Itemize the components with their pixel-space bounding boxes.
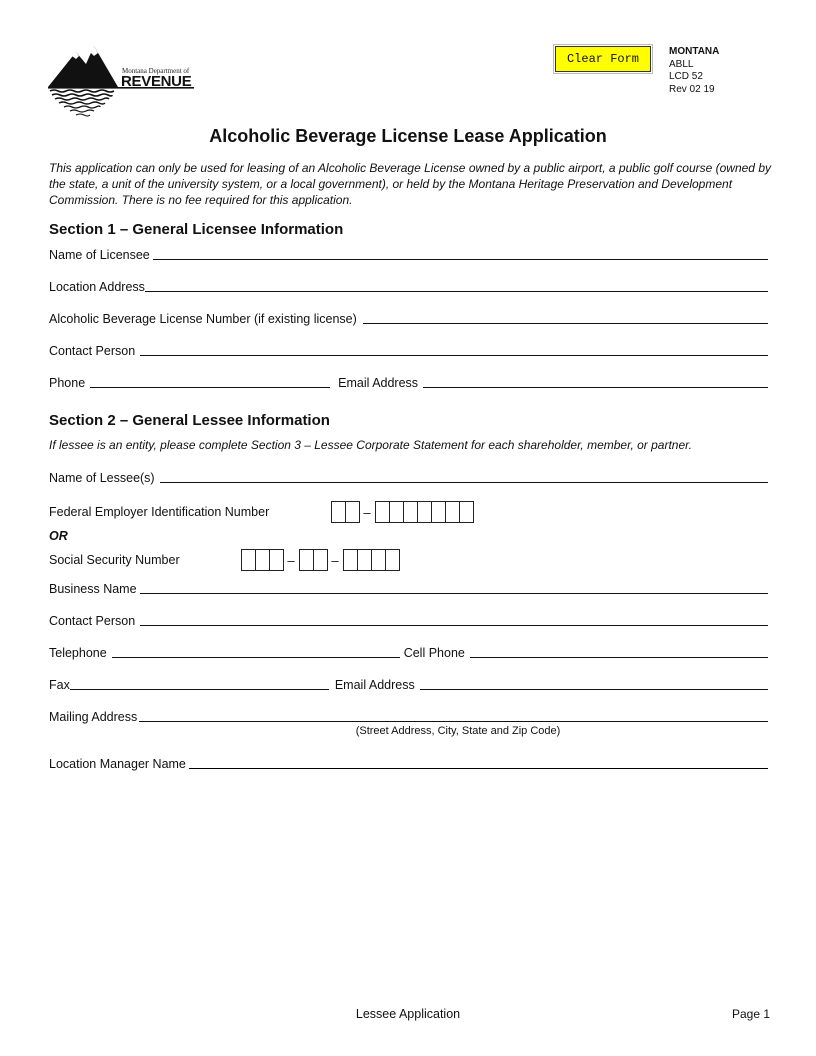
fein-label: Federal Employer Identification Number [49,505,270,519]
page-title: Alcoholic Beverage License Lease Application [209,126,607,146]
licensee-contact-label: Contact Person [49,344,136,358]
license-number-label: Alcoholic Beverage License Number (if existing license) [49,312,357,326]
licensee-phone-email-row [49,374,768,390]
fein-digit-box[interactable] [375,501,390,523]
fein-boxes [331,501,473,523]
ssn-group-group [299,549,327,571]
form-state: MONTANA [669,46,720,57]
fein-digit-box[interactable] [445,501,460,523]
fein-digit-box[interactable] [345,501,360,523]
fein-dash: – [363,504,371,520]
telephone-field[interactable] [112,657,400,658]
licensee-name-row [49,246,768,262]
clear-form-button[interactable]: Clear Form [555,46,651,72]
ssn-serial-group [343,549,399,571]
section2-heading: Section 2 – General Lessee Information [49,412,330,429]
ssn-digit-box[interactable] [357,549,372,571]
page-number: Page 1 [732,1007,771,1021]
ssn-digit-box[interactable] [255,549,270,571]
fein-digit-box[interactable] [459,501,474,523]
or-label: OR [49,529,68,543]
location-address-row [49,278,768,294]
fein-digit-box[interactable] [417,501,432,523]
lessee-contact-label: Contact Person [49,614,136,628]
fax-label: Fax [49,678,70,692]
form-code: ABLL [669,58,694,70]
lessee-name-label: Name of Lessee(s) [49,471,155,485]
form-number: LCD 52 [669,71,703,82]
section1-heading: Section 1 – General Licensee Information [49,221,344,238]
logo-department-text: Montana Department of [122,67,190,75]
location-manager-row [49,755,768,771]
fein-digit-box[interactable] [431,501,446,523]
intro-paragraph: This application can only be used for leasing of an Alcoholic Beverage License owned by a public airport, a public golf course (owned by the state, a unit of the university system, or a local government), or held by the Montana Heritage Preservation and Development Commission. There is no fee required for this application. [49,161,771,207]
ssn-digit-box[interactable] [385,549,400,571]
business-name-label: Business Name [49,582,137,596]
licensee-name-field[interactable] [153,259,768,260]
ssn-dash: – [331,552,339,568]
lessee-name-row [49,469,768,485]
section2-note: If lessee is an entity, please complete Section 3 – Lessee Corporate Statement for each shareholder, member, or partner. [49,438,693,452]
ssn-digit-box[interactable] [269,549,284,571]
fein-digit-box[interactable] [403,501,418,523]
business-name-row [49,580,768,596]
ssn-boxes [241,549,399,571]
lessee-name-field[interactable] [160,482,768,483]
ssn-digit-box[interactable] [371,549,386,571]
license-number-row [49,310,768,326]
fein-digit-box[interactable] [331,501,346,523]
licensee-email-label: Email Address [338,376,419,390]
lessee-contact-row [49,612,768,628]
licensee-name-label: Name of Licensee [49,248,150,262]
licensee-contact-field[interactable] [140,355,768,356]
form-identifier [669,46,719,96]
logo-revenue-text: REVENUE [121,73,192,90]
ssn-digit-box[interactable] [241,549,256,571]
licensee-contact-row [49,342,768,358]
telephone-cell-row [49,644,768,660]
mailing-address-label: Mailing Address [49,710,138,724]
business-name-field[interactable] [140,593,768,594]
footer-title: Lessee Application [355,1007,461,1021]
licensee-email-field[interactable] [423,387,768,388]
mailing-address-hint: (Street Address, City, State and Zip Code) [355,725,561,737]
location-address-label: Location Address [49,280,145,294]
telephone-label: Telephone [49,646,107,660]
fax-field[interactable] [70,689,329,690]
ssn-area-group [241,549,283,571]
lessee-email-label: Email Address [334,678,415,692]
lessee-email-field[interactable] [420,689,768,690]
licensee-phone-label: Phone [49,376,86,390]
mailing-address-field[interactable] [139,721,768,722]
cell-phone-field[interactable] [470,657,768,658]
fein-prefix-group [331,501,359,523]
fein-suffix-group [375,501,473,523]
ssn-digit-box[interactable] [313,549,328,571]
lessee-contact-field[interactable] [140,625,768,626]
mailing-address-row [49,708,768,724]
license-number-field[interactable] [363,323,768,324]
ssn-digit-box[interactable] [343,549,358,571]
form-revision: Rev 02 19 [669,83,715,95]
location-manager-label: Location Manager Name [49,757,186,771]
location-manager-field[interactable] [189,768,768,769]
cell-phone-label: Cell Phone [403,646,465,660]
ssn-dash: – [287,552,295,568]
fax-email-row [49,676,768,692]
location-address-field[interactable] [145,291,768,292]
licensee-phone-field[interactable] [90,387,330,388]
ssn-label: Social Security Number [49,553,180,567]
ssn-digit-box[interactable] [299,549,314,571]
fein-digit-box[interactable] [389,501,404,523]
